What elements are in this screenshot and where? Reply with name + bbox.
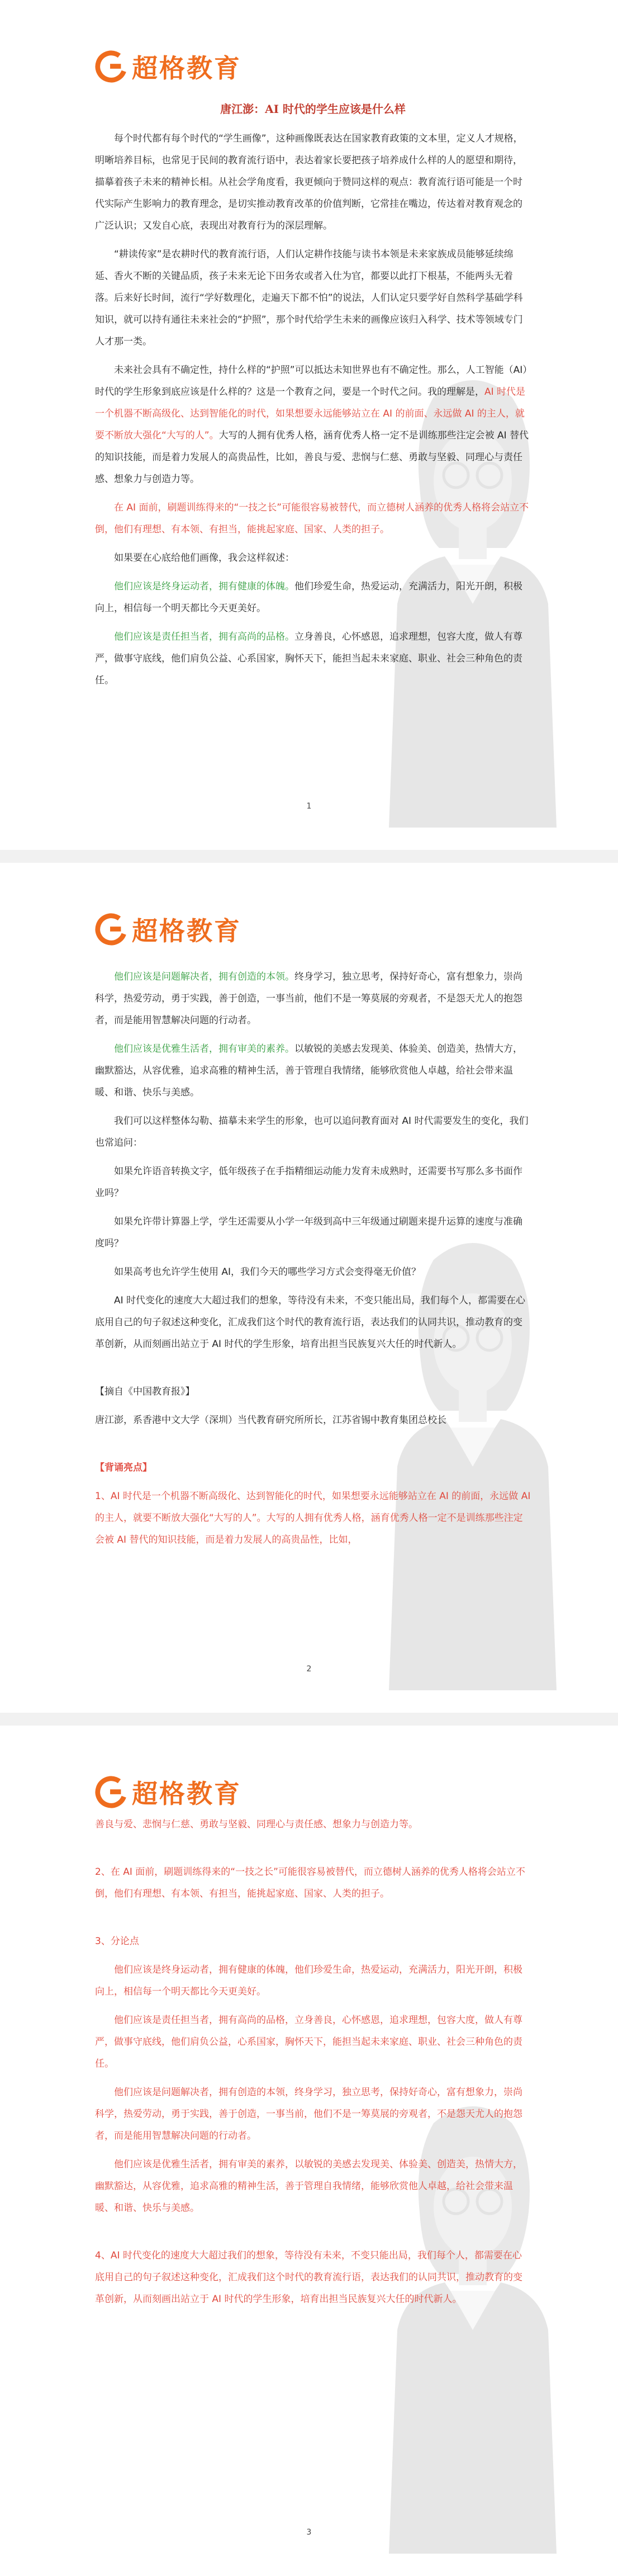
brand-name: 超格教育 (132, 53, 241, 83)
brand-logo (95, 911, 241, 948)
brand-logo (95, 48, 241, 85)
section-heading: 【背诵亮点】 (95, 1462, 152, 1473)
paragraph: 未来社会具有不确定性，持什么样的“护照”可以抵达未知世界也有不确定性。那么，人工智能（AI）时代的学生形象到底应该是什么样的？这是一个教育之问，要是一个时代之问。我的理解是，AI 时代是一个机器不断高级化、达到智能化的时代，如果想要永远能够站立在 AI 的前面、永远做 AI 的主人，就要不断放大强化“大写的人”。大写的人拥有优秀人格，涵育优秀人格一定不是训练那些注定会被 AI 替代的知识技能，而是着力发展人的高贵品性，比如，善良与爱、悲悯与仁慈、勇敢与坚毅、同理心与责任感、想象力与创造力等。 (95, 365, 529, 485)
article-title: 唐江澎：AI 时代的学生应该是什么样 (220, 102, 406, 116)
page-3-content (95, 1814, 531, 2317)
page-number: 1 (306, 802, 312, 811)
brand-logo-icon (95, 50, 127, 83)
highlight-point: 他们应该是责任担当者，拥有高尚的品格，立身善良，心怀感恩，追求理想，包容大度，做人有尊严，做事守底线，他们肩负公益，心系国家，胸怀天下，能担当起未来家庭、职业、社会三种角色的责任。 (95, 2015, 522, 2069)
brand-logo-icon (95, 913, 127, 946)
author-note: 唐江澎，系香港中文大学（深圳）当代教育研究所所长，江苏省锡中教育集团总校长 (95, 1415, 446, 1426)
paragraph: 他们应该是优雅生活者，拥有审美的素养。以敏锐的美感去发现美、体验美、创造美，热情大方，幽默豁达，从容优雅，追求高雅的精神生活，善于管理自我情绪，能够欣赏他人卓越，给社会带来温暖、和谐、快乐与美感。 (95, 1043, 522, 1098)
highlight-point: 1、AI 时代是一个机器不断高级化、达到智能化的时代，如果想要永远能够站立在 AI 的前面，永远做 AI 的主人，就要不断放大强化“大写的人”。大写的人拥有优秀人格，涵育优秀人格一定不是训练那些注定会被 AI 替代的知识技能，而是着力发展人的高贵品性，比如， (95, 1491, 531, 1545)
highlight-point: 3、分论点 (95, 1936, 139, 1947)
highlight-point: 他们应该是问题解决者，拥有创造的本领，终身学习，独立思考，保持好奇心，富有想象力，崇尚科学，热爱劳动，勇于实践，善于创造，一事当前，他们不是一筹莫展的旁观者，不是怨天尤人的抱怨者，而是能用智慧解决问题的行动者。 (95, 2087, 522, 2142)
paragraph: 他们应该是问题解决者，拥有创造的本领。终身学习，独立思考，保持好奇心，富有想象力，崇尚科学，热爱劳动，勇于实践，善于创造，一事当前，他们不是一筹莫展的旁观者，不是怨天尤人的抱怨者，而是能用智慧解决问题的行动者。 (95, 971, 522, 1026)
highlight-green: 他们应该是优雅生活者，拥有审美的素养。 (114, 1043, 294, 1055)
paragraph: 他们应该是责任担当者，拥有高尚的品格。立身善良，心怀感恩，追求理想，包容大度，做人有尊严，做事守底线，他们肩负公益、心系国家，胸怀天下，能担当起未来家庭、职业、社会三种角色的责任。 (95, 631, 522, 686)
page-2-content (95, 966, 531, 1558)
page-number: 3 (306, 2528, 312, 2537)
highlight-red: AI 时代是一个机器不断高级化、达到智能化的时代，如果想要永远能够站立在 AI 的前面、永远做 AI 的主人，就要不断放大强化“大写的人”。 (95, 386, 526, 441)
highlight-point: 善良与爱、悲悯与仁慈、勇敢与坚毅、同理心与责任感、想象力与创造力等。 (95, 1819, 418, 1830)
document-page-2 (0, 863, 618, 1713)
paragraph: 如果要在心底给他们画像，我会这样叙述： (114, 552, 294, 564)
paragraph: 如果允许语音转换文字，低年级孩子在手指精细运动能力发育未成熟时，还需要书写那么多书面作业吗？ (95, 1166, 522, 1199)
paragraph: 我们可以这样整体勾勒、描摹未来学生的形象，也可以追问教育面对 AI 时代需要发生的变化，我们也常追问： (95, 1116, 529, 1148)
highlight-point: 4、AI 时代变化的速度大大超过我们的想象，等待没有未来，不变只能出局，我们每个人，都需要在心底用自己的句子叙述这种变化，汇成我们这个时代的教育流行语，表达我们的认同共识，推动教育的变革创新，从而刻画出站立于 AI 时代的学生形象，培育出担当民族复兴大任的时代新人。 (95, 2250, 522, 2305)
highlight-point: 2、在 AI 面前，刷题训练得来的“一技之长”可能很容易被替代，而立德树人涵养的优秀人格将会站立不倒，他们有理想、有本领、有担当，能挑起家庭、国家、人类的担子。 (95, 1866, 525, 1899)
source-note: 【摘自《中国教育报》】 (95, 1386, 195, 1397)
paragraph: 如果高考也允许学生使用 AI，我们今天的哪些学习方式会变得毫无价值？ (114, 1266, 421, 1278)
highlight-green: 他们应该是问题解决者，拥有创造的本领。 (114, 971, 294, 982)
brand-logo-icon (95, 1776, 127, 1808)
paragraph: AI 时代变化的速度大大超过我们的想象，等待没有未来，不变只能出局，我们每个人，都需要在心底用自己的句子叙述这种变化，汇成我们这个时代的教育流行语，表达我们的认同共识，推动教育的变革创新，从而刻画出站立于 AI 时代的学生形象，培育出担当民族复兴大任的时代新人。 (95, 1295, 526, 1350)
paragraph: 如果允许带计算器上学，学生还需要从小学一年级到高中三年级通过刷题来提升运算的速度与准确度吗？ (95, 1216, 522, 1249)
paragraph: “耕读传家”是农耕时代的教育流行语，人们认定耕作技能与读书本领是未来家族成员能够延续绵延、香火不断的关键品质，孩子未来无论下田务农或者入仕为官，都要以此打下根基，不能两头无着落。后来好长时间，流行“学好数理化，走遍天下都不怕”的说法，人们认定只要学好自然科学基础学科知识，就可以持有通往未来社会的“护照”，那个时代给学生未来的画像应该归入科学、技术等领域专门人才那一类。 (95, 249, 523, 347)
highlight-green: 他们应该是终身运动者，拥有健康的体魄。 (114, 581, 294, 592)
highlight-point: 他们应该是终身运动者，拥有健康的体魄，他们珍爱生命，热爱运动，充满活力，阳光开朗，积极向上，相信每一个明天都比今天更美好。 (95, 1964, 522, 1997)
brand-name: 超格教育 (132, 1779, 241, 1809)
paragraph: 每个时代都有每个时代的“学生画像”，这种画像既表达在国家教育政策的文本里，定义人才规格，明晰培养目标，也常见于民间的教育流行语中，表达着家长要把孩子培养成什么样的人的愿望和期待，描摹着孩子未来的精神长相。从社会学角度看，我更倾向于赞同这样的观点：教育流行语可能是一个时代实际产生影响力的教育理念，是切实推动教育改革的价值判断，它常挂在嘴边，传达着对教育观念的广泛认识；又发自心底，表现出对教育行为的深层理解。 (95, 133, 523, 231)
page-number: 2 (306, 1665, 312, 1674)
brand-logo (95, 1774, 241, 1811)
highlight-point: 他们应该是优雅生活者，拥有审美的素养，以敏锐的美感去发现美、体验美、创造美，热情大方，幽默豁达，从容优雅，追求高雅的精神生活，善于管理自我情绪，能够欣赏他人卓越，给社会带来温暖、和谐、快乐与美感。 (95, 2159, 522, 2214)
document-page-1 (0, 0, 618, 850)
page-1-content (95, 98, 531, 698)
brand-name: 超格教育 (132, 916, 241, 946)
highlight-green: 他们应该是责任担当者，拥有高尚的品格。 (114, 631, 294, 642)
highlight-paragraph: 在 AI 面前，刷题训练得来的“一技之长”可能很容易被替代，而立德树人涵养的优秀人格将会站立不倒，他们有理想、有本领、有担当，能挑起家庭、国家、人类的担子。 (95, 502, 529, 535)
document-page-3 (0, 1726, 618, 2576)
paragraph: 他们应该是终身运动者，拥有健康的体魄。他们珍爱生命，热爱运动，充满活力，阳光开朗，积极向上，相信每一个明天都比今天更美好。 (95, 581, 522, 614)
